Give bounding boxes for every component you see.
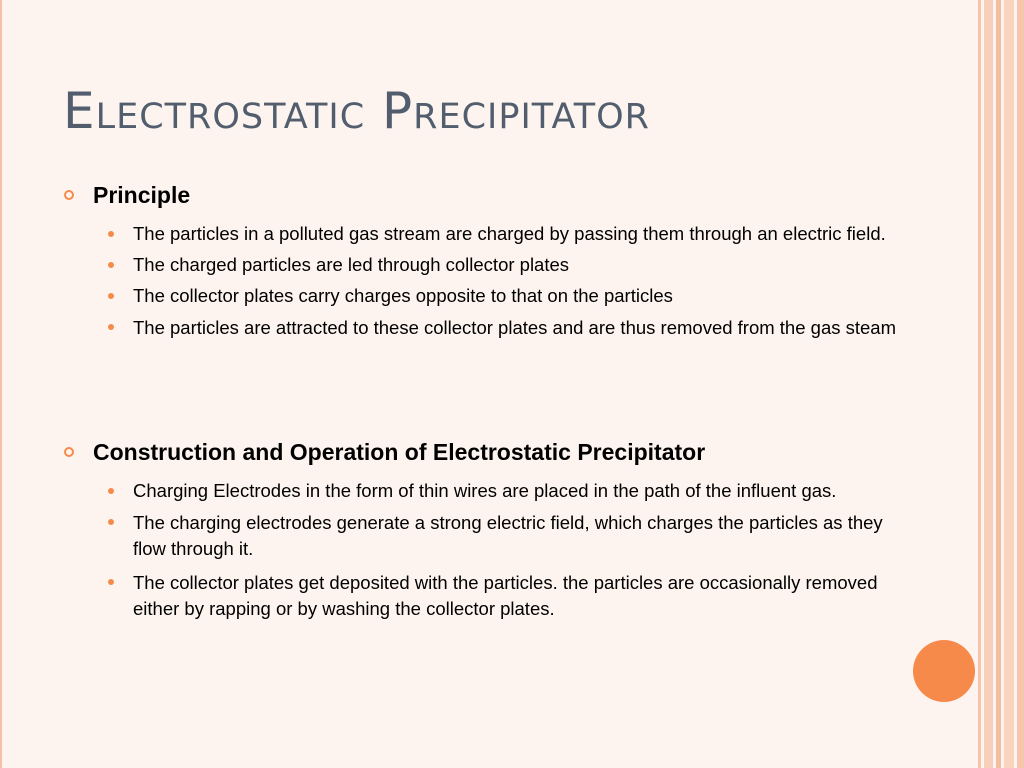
list-item-text: The particles in a polluted gas stream are charged by passing them through an electric field. [133,223,886,244]
bullet-dot-icon [108,579,114,585]
section-heading-text: Construction and Operation of Electrostatic Precipitator [93,439,706,465]
list-item-text: The particles are attracted to these collector plates and are thus removed from the gas steam [133,317,896,338]
slide-title: Electrostatic Precipitator [63,82,650,140]
bullet-dot-icon [108,488,114,494]
list-item [62,570,908,622]
section-heading-text: Principle [93,182,191,208]
bullet-list [62,479,932,622]
bullet-list [62,222,932,341]
section-heading [62,437,932,467]
decorative-stripe [1017,0,1024,768]
section-principle [62,180,932,349]
decorative-stripe [978,0,981,768]
bullet-dot-icon [108,519,114,525]
list-item [62,479,908,502]
bullet-dot-icon [108,231,114,237]
decorative-stripe [984,0,993,768]
decorative-circle [913,640,975,702]
bullet-dot-icon [108,324,114,330]
slide-border [0,0,2,768]
decorative-stripe [1004,0,1014,768]
bullet-dot-icon [108,262,114,268]
list-item-text: The charging electrodes generate a strong electric field, which charges the particles as they flow through it. [133,512,883,559]
ring-bullet-icon [64,190,74,200]
list-item-text: The collector plates carry charges opposite to that on the particles [133,285,673,306]
bullet-dot-icon [108,293,114,299]
decorative-stripe [996,0,1001,768]
list-item-text: Charging Electrodes in the form of thin wires are placed in the path of the influent gas. [133,480,837,501]
list-item [62,222,908,245]
list-item-text: The charged particles are led through collector plates [133,254,570,275]
section-construction [62,437,932,630]
list-item [62,284,908,307]
list-item [62,315,908,341]
list-item [62,510,908,562]
ring-bullet-icon [64,447,74,457]
list-item [62,253,908,276]
list-item-text: The collector plates get deposited with the particles. the particles are occasionally removed either by rapping or by washing the collector plates. [133,572,878,619]
section-heading [62,180,932,210]
